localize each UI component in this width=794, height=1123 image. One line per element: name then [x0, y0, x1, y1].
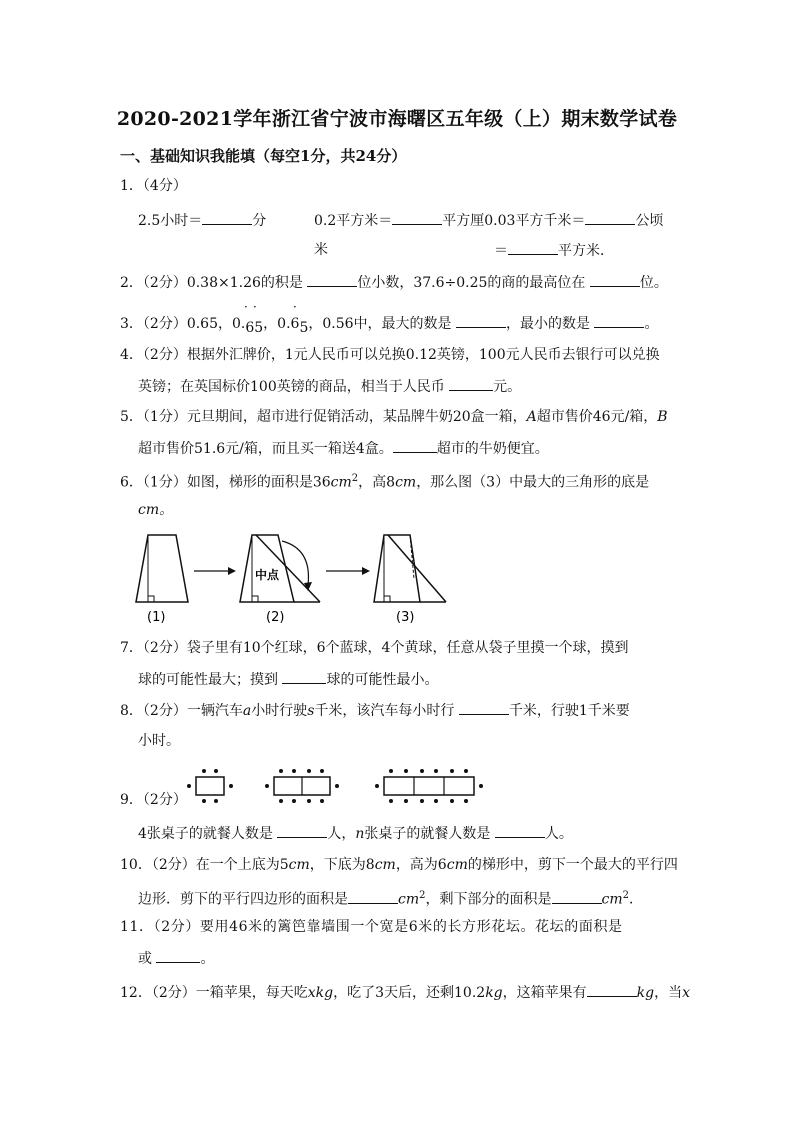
question-1-part-b — [314, 210, 663, 231]
answer-blank[interactable] — [202, 210, 252, 225]
tables-figure — [186, 765, 496, 809]
answer-blank[interactable] — [456, 313, 506, 328]
question-12-line-1 — [120, 982, 690, 1003]
question-4-line-2 — [138, 376, 521, 397]
q10-unit: cm — [446, 857, 468, 873]
q6-unit: cm — [395, 474, 417, 491]
q11-pre: 或 — [138, 951, 157, 967]
q10-post: 的梯形中，剪下一个最大的平行四 — [467, 857, 678, 873]
answer-blank[interactable] — [348, 889, 398, 904]
q4-pre: 英镑；在英国标价100英镑的商品，相当于人民币 — [138, 379, 450, 395]
q7-pre: 球的可能性最大；摸到 — [138, 672, 283, 688]
q9-post: 人。 — [544, 826, 573, 842]
q10-unit: cm — [601, 891, 623, 908]
q1-b-pre: 0.2平方米＝ — [314, 213, 393, 229]
q1-c-post: 公顷 — [635, 213, 664, 229]
q5-a: A — [526, 409, 537, 425]
q5-b: B — [657, 409, 668, 425]
answer-blank[interactable] — [594, 313, 644, 328]
q12-mid: ，吃了3天后，还剩10.2 — [333, 985, 486, 1001]
answer-blank[interactable] — [508, 240, 558, 255]
question-9-head: 9．（2分） — [120, 792, 187, 808]
q12-mid2: ，这箱苹果有 — [502, 985, 587, 1001]
q3-mid2: ，0.56中，最大的数是 — [308, 316, 456, 332]
answer-blank[interactable] — [449, 376, 493, 391]
q1-c-pre2: ＝ — [494, 243, 508, 259]
q10-unit: cm — [398, 891, 420, 908]
q3-post: 。 — [644, 316, 659, 332]
question-3 — [120, 313, 658, 334]
q12-unit: kg — [485, 985, 503, 1001]
figure-label-3: (3) — [396, 610, 415, 625]
q12-unit: kg — [636, 985, 655, 1001]
question-2 — [120, 272, 668, 293]
q6-post: ，那么图（3）中最大的三角形的底是 — [416, 474, 650, 491]
question-7-line-1: 7．（2分）袋子里有10个红球，6个蓝球，4个黄球，任意从袋子里摸一个球，摸到 — [120, 640, 629, 656]
question-1-part-a — [138, 210, 266, 231]
q1-c-post2: 平方米． — [558, 243, 614, 259]
q8-mid: 小时行驶 — [251, 703, 308, 719]
answer-blank[interactable] — [277, 823, 327, 838]
q1-b-post2: 米 — [314, 242, 328, 258]
figure-label-2: (2) — [266, 610, 285, 625]
q9-mid: 人， — [327, 826, 356, 842]
q12-post: ，当 — [654, 985, 683, 1001]
q10-l2-post: ． — [629, 891, 643, 908]
question-5-line-2 — [138, 438, 549, 459]
question-5-line-1 — [120, 407, 668, 427]
q4-post: 元。 — [493, 379, 522, 395]
question-10-line-1 — [120, 855, 678, 875]
q5-pre: 5．（1分）元旦期间，超市进行促销活动，某品牌牛奶20盒一箱， — [120, 409, 527, 425]
trapezoid-figure — [130, 527, 460, 627]
answer-blank[interactable] — [587, 982, 637, 997]
q1-c-pre: 0.03平方千米＝ — [484, 213, 586, 229]
three-tables — [375, 769, 483, 803]
question-6-line-2: cm。 — [138, 502, 174, 518]
answer-blank[interactable] — [282, 669, 326, 684]
answer-blank[interactable] — [585, 210, 635, 225]
question-4-line-1: 4．（2分）根据外汇牌价，1元人民币可以兑换0.12英镑，100元人民币去银行可以兑换 — [120, 347, 660, 363]
q10-unit: cm — [288, 857, 310, 873]
question-6-line-1: 6．（1分）如图，梯形的面积是$36cm^2$，高8cm，那么图（3）中最大的三角形的底是 — [120, 473, 650, 491]
answer-blank[interactable] — [552, 889, 602, 904]
q3-pre: 3．（2分）0.65，0. — [120, 316, 246, 332]
q2-mid: 位小数，37.6÷0.25的商的最高位在 — [357, 275, 590, 291]
question-11-line-2 — [138, 948, 214, 969]
q10-l2-pre: 边形．剪下的平行四边形的面积是 — [138, 891, 348, 908]
one-table — [187, 769, 233, 803]
answer-blank[interactable] — [459, 700, 509, 715]
question-11-line-1: 11．（2分）要用46米的篱笆靠墙围一个宽是6米的长方形花坛。花坛的面积是 — [120, 919, 623, 935]
q8-var-a: a — [242, 703, 252, 719]
section-heading: 一、基础知识我能填（每空1分，共24分） — [120, 147, 407, 165]
q6-pre: 6．（1分）如图，梯形的面积是36 — [120, 474, 331, 491]
repeating-dot: · — [293, 300, 297, 314]
q10-unit: cm — [374, 857, 396, 873]
q5-l2-post: 超市的牛奶便宜。 — [436, 441, 549, 457]
q8-post: 千米，行驶1千米要 — [508, 703, 630, 719]
q12-var-x: x — [682, 985, 690, 1001]
arrow-icon — [326, 567, 370, 575]
q10-mid: ，下底为8 — [309, 857, 375, 873]
q3-repeating-digit: 5 — [299, 320, 309, 336]
answer-blank[interactable] — [156, 948, 200, 963]
trapezoid-2 — [240, 535, 320, 602]
q3-mid1: ，0.6 — [263, 316, 300, 332]
arrow-icon — [194, 567, 236, 575]
q6-unit: cm — [330, 474, 352, 491]
trapezoid-1 — [136, 535, 188, 602]
q8-pre: 8．（2分）一辆汽车 — [120, 703, 243, 719]
question-8-line-2: 小时。 — [138, 733, 180, 749]
answer-blank[interactable] — [392, 210, 442, 225]
question-1-head: 1．（4分） — [120, 178, 187, 194]
q5-mid: 超市售价46元/箱， — [536, 409, 658, 425]
q1-a-pre: 2.5小时＝ — [138, 213, 203, 229]
question-10-line-2: 边形．剪下的平行四边形的面积是 $cm^2$，剩下部分的面积是 $cm^2$． — [138, 890, 643, 908]
answer-blank[interactable] — [393, 438, 437, 453]
answer-blank[interactable] — [495, 823, 545, 838]
question-9-line — [138, 823, 573, 844]
q1-b-post: 平方厘 — [442, 213, 485, 229]
q6-mid: ，高8 — [358, 474, 396, 491]
q11-post: 。 — [200, 951, 215, 967]
question-1-part-c2 — [494, 240, 614, 261]
question-8-line-1 — [120, 700, 630, 721]
q8-mid2: 千米，该汽车每小时行 — [314, 703, 459, 719]
q9-mid2: 张桌子的就餐人数是 — [364, 826, 495, 842]
q3-mid3: ，最小的数是 — [505, 316, 595, 332]
q12-var-x: x — [307, 985, 316, 1001]
repeating-dot: · — [244, 300, 248, 314]
repeating-dot: · — [253, 300, 257, 314]
q12-unit: kg — [315, 985, 334, 1001]
q8-var-s: s — [307, 703, 315, 719]
question-7-line-2 — [138, 669, 438, 690]
q7-post: 球的可能性最小。 — [326, 672, 439, 688]
figure-label-1: (1) — [147, 610, 166, 625]
q10-pre: 10．（2分）在一个上底为5 — [120, 857, 289, 873]
q1-a-post: 分 — [252, 213, 267, 229]
q5-l2-pre: 超市售价51.6元/箱，而且买一箱送4盒。 — [138, 441, 393, 457]
q10-mid2: ，高为6 — [395, 857, 447, 873]
q2-post: 位。 — [639, 275, 668, 291]
answer-blank[interactable] — [590, 272, 640, 287]
q9-pre: 4张桌子的就餐人数是 — [138, 826, 278, 842]
q10-l2-mid: ，剩下部分的面积是 — [425, 891, 552, 908]
q12-pre: 12．（2分）一箱苹果，每天吃 — [120, 985, 308, 1001]
two-tables — [265, 769, 339, 803]
q3-repeating-digits: 65 — [245, 320, 264, 336]
q2-pre: 2．（2分）0.38×1.26的积是 — [120, 275, 308, 291]
midpoint-label: 中点 — [255, 568, 280, 582]
q9-var-n: n — [355, 826, 365, 842]
trapezoid-3 — [374, 535, 446, 602]
answer-blank[interactable] — [307, 272, 357, 287]
page-title: 2020-2021学年浙江省宁波市海曙区五年级（上）期末数学试卷 — [116, 108, 678, 130]
